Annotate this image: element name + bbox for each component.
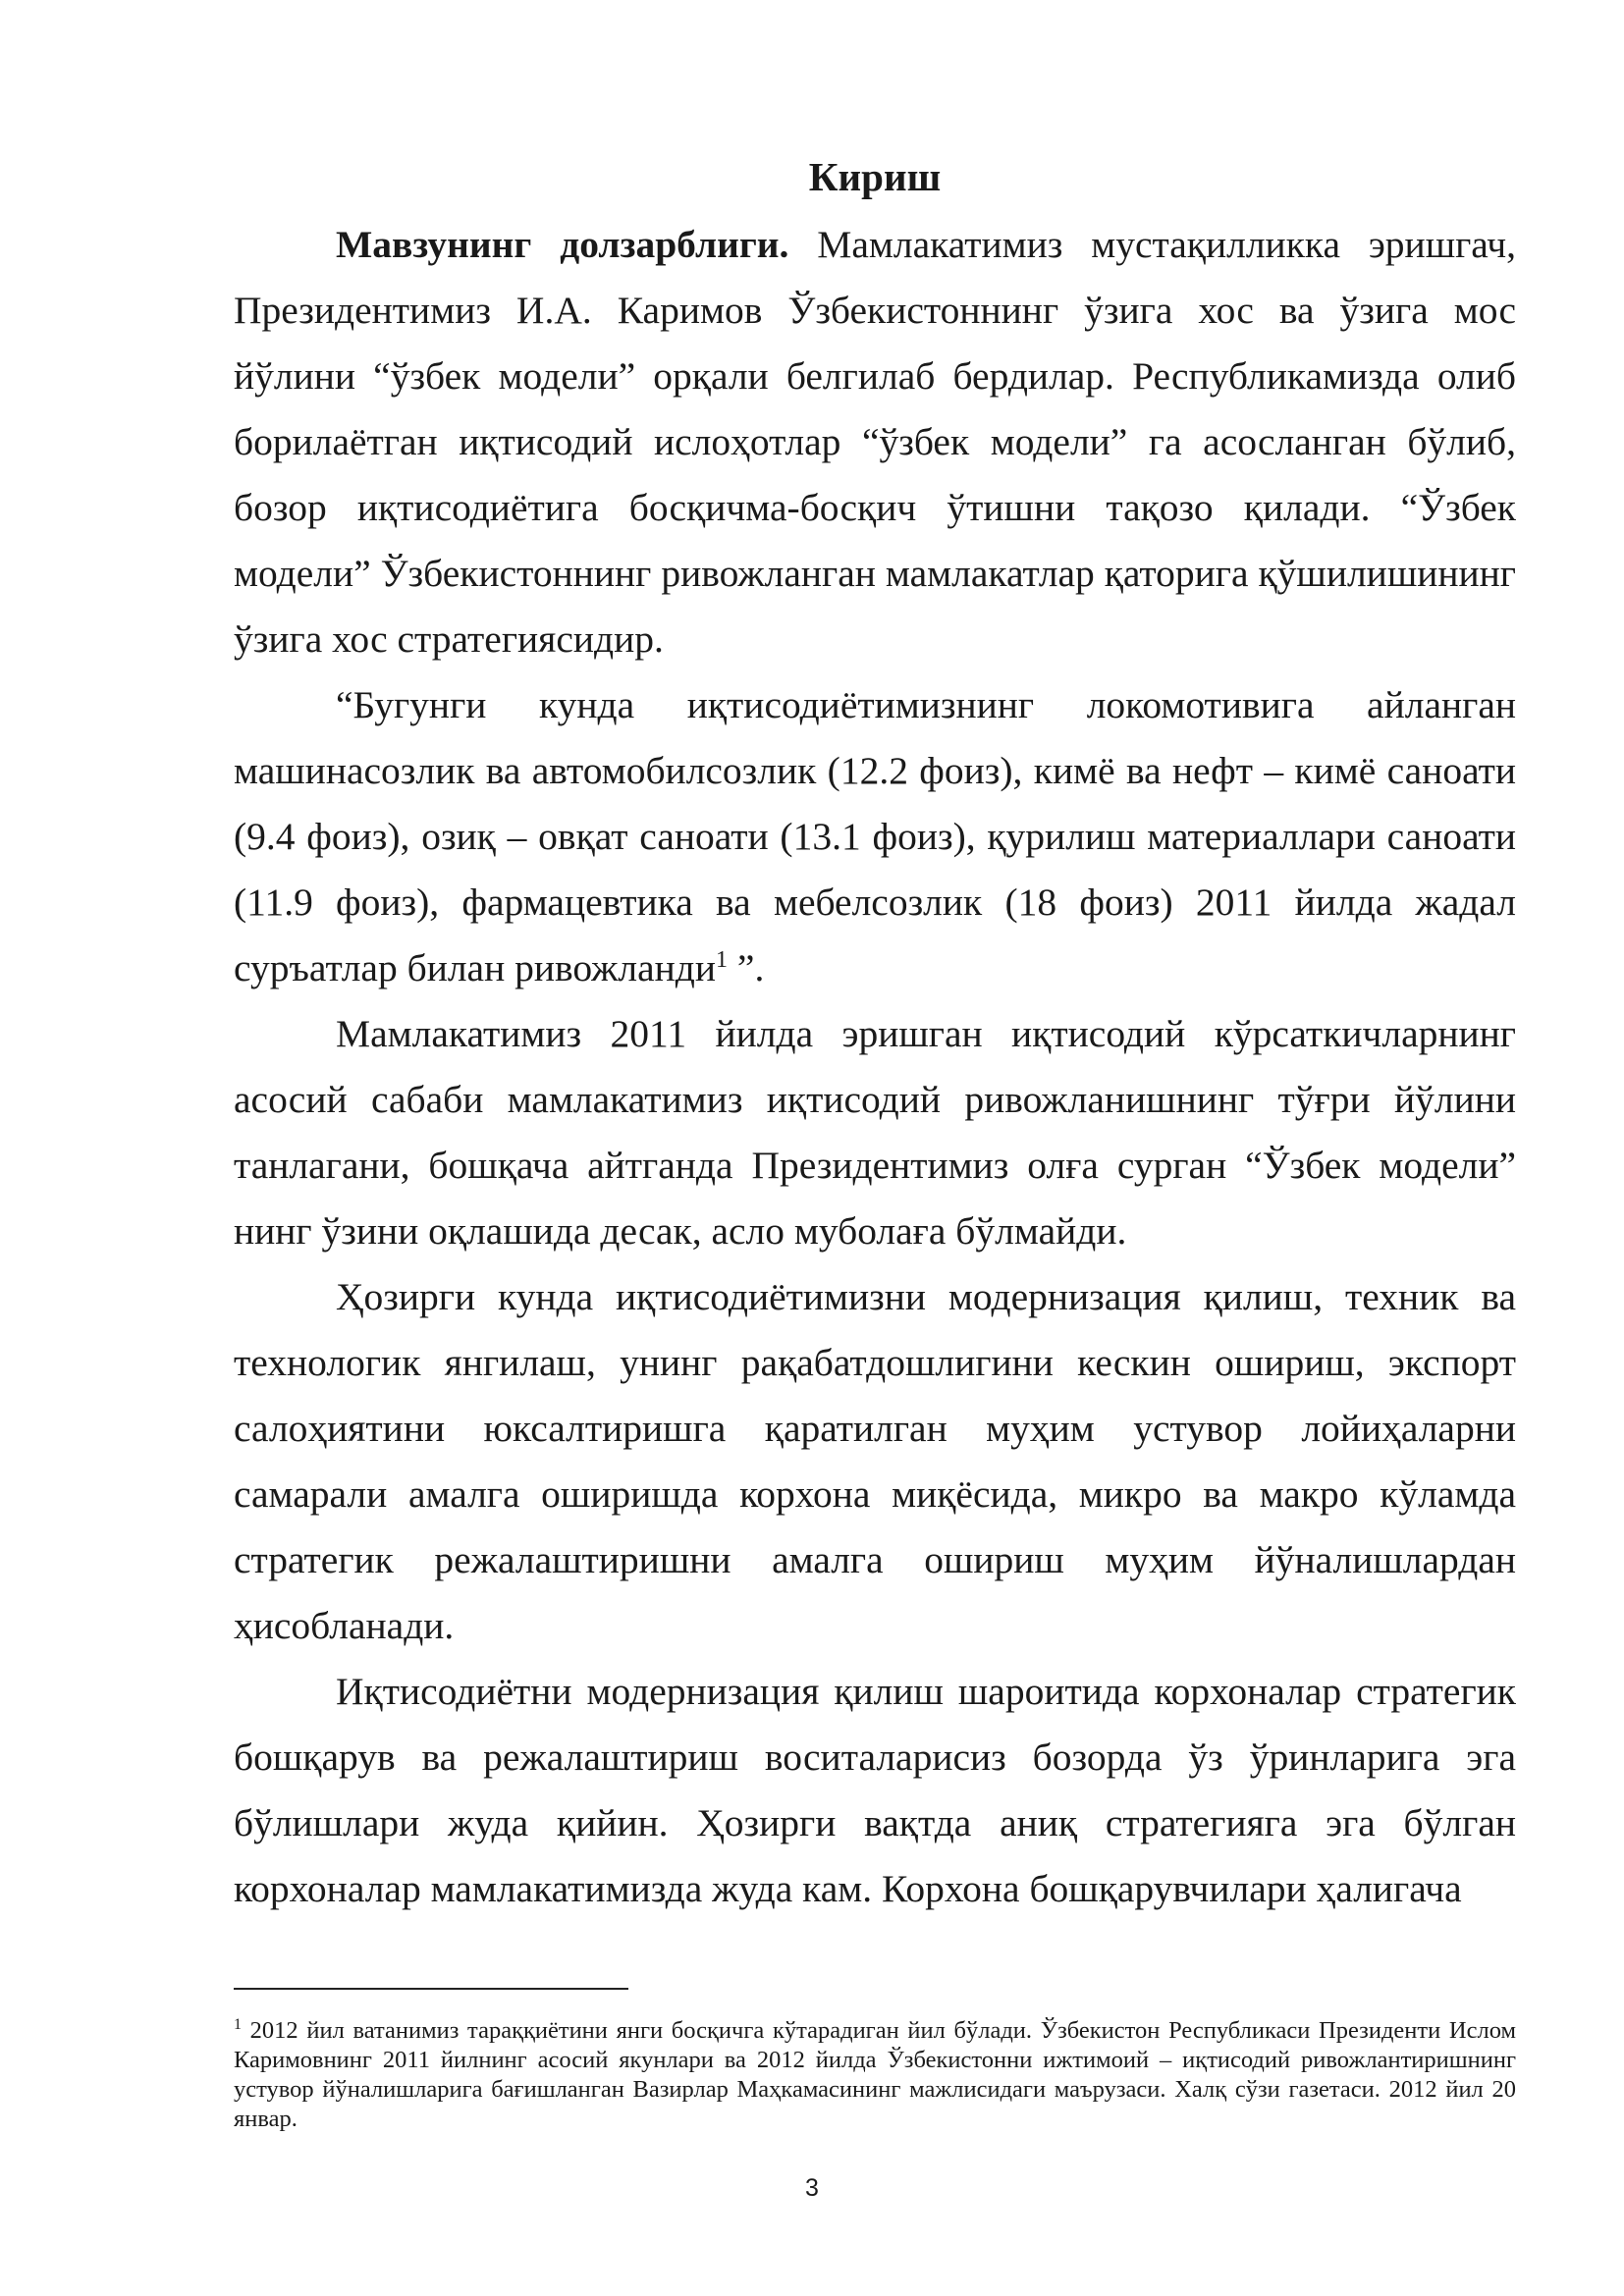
body-text	[234, 212, 1516, 1922]
page-number: 3	[805, 2174, 819, 2202]
paragraph-5	[234, 1659, 1516, 1922]
paragraph-1	[234, 212, 1516, 672]
document-page	[234, 147, 1516, 1922]
footnote-separator	[234, 1988, 628, 1990]
paragraph-lead: Мавзунинг долзарблиги.	[336, 223, 789, 266]
paragraph-4	[234, 1264, 1516, 1659]
paragraph-2	[234, 672, 1516, 1001]
footnote	[234, 2016, 1516, 2134]
paragraph-text: Иқтисодиётни модернизация қилиш шароитида корхоналар стратегик бошқарув ва режалаштириш воситаларисиз бозорда ўз ўринларига эга бўлишлари жуда қийин. Ҳозирги вақтда аниқ стратегияга эга бўлган корхоналар мамлакатимизда жуда кам. Корхона бошқарувчилари ҳалигача	[234, 1670, 1516, 1910]
paragraph-text: Мамлакатимиз 2011 йилда эришган иқтисодий кўрсаткичларнинг асосий сабаби мамлакатимиз иқтисодий ривожланишнинг тўғри йўлини танлагани, бошқача айтганда Президентимиз олға сурган “Ўзбек модели” нинг ўзини оқлашида десак, асло муболаға бўлмайди.	[234, 1012, 1516, 1253]
footnote-reference[interactable]: 1	[716, 946, 729, 973]
paragraph-text: “Бугунги кунда иқтисодиётимизнинг локомотивига айланган машинасозлик ва автомобилсозлик (12.2 фоиз), кимё ва нефт – кимё саноати (9.4 фоиз), озиқ – овқат саноати (13.1 фоиз), қурилиш материаллари саноати (11.9 фоиз), фармацевтика ва мебелсозлик (18 фоиз) 2011 йилда жадал суръатлар билан ривожланди	[234, 683, 1516, 989]
footnote-text: 2012 йил ватанимиз тараққиётини янги босқичга кўтарадиган йил бўлади. Ўзбекистон Республикаси Президенти Ислом Каримовнинг 2011 йилнинг асосий якунлари ва 2012 йилда Ўзбекистонни ижтимоий – иқтисодий ривожлантиришнинг устувор йўналишларига бағишланган Вазирлар Маҳкамасининг мажлисидаги маърузаси. Халқ сўзи газетаси. 2012 йил 20 январ.	[234, 2017, 1516, 2132]
paragraph-text: Ҳозирги кунда иқтисодиётимизни модернизация қилиш, техник ва технологик янгилаш, унинг рақабатдошлигини кескин ошириш, экспорт салоҳиятини юксалтиришга қаратилган муҳим устувор лойиҳаларни самарали амалга оширишда корхона миқёсида, микро ва макро кўламда стратегик режалаштиришни амалга ошириш муҳим йўналишлардан ҳисобланади.	[234, 1275, 1516, 1647]
page-title: Кириш	[808, 154, 942, 199]
paragraph-text-end: ”.	[728, 946, 765, 989]
footnote-number: 1	[234, 2015, 242, 2033]
paragraph-text: Мамлакатимиз мустақилликка эришгач, Президентимиз И.А. Каримов Ўзбекистоннинг ўзига хос ва ўзига мос йўлини “ўзбек модели” орқали белгилаб бердилар. Республикамизда олиб борилаётган иқтисодий ислоҳотлар “ўзбек модели” га асосланган бўлиб, бозор иқтисодиётига босқичма-босқич ўтишни тақозо қилади. “Ўзбек модели” Ўзбекистоннинг ривожланган мамлакатлар қаторига қўшилишининг ўзига хос стратегиясидир.	[234, 223, 1517, 661]
paragraph-3	[234, 1001, 1516, 1264]
